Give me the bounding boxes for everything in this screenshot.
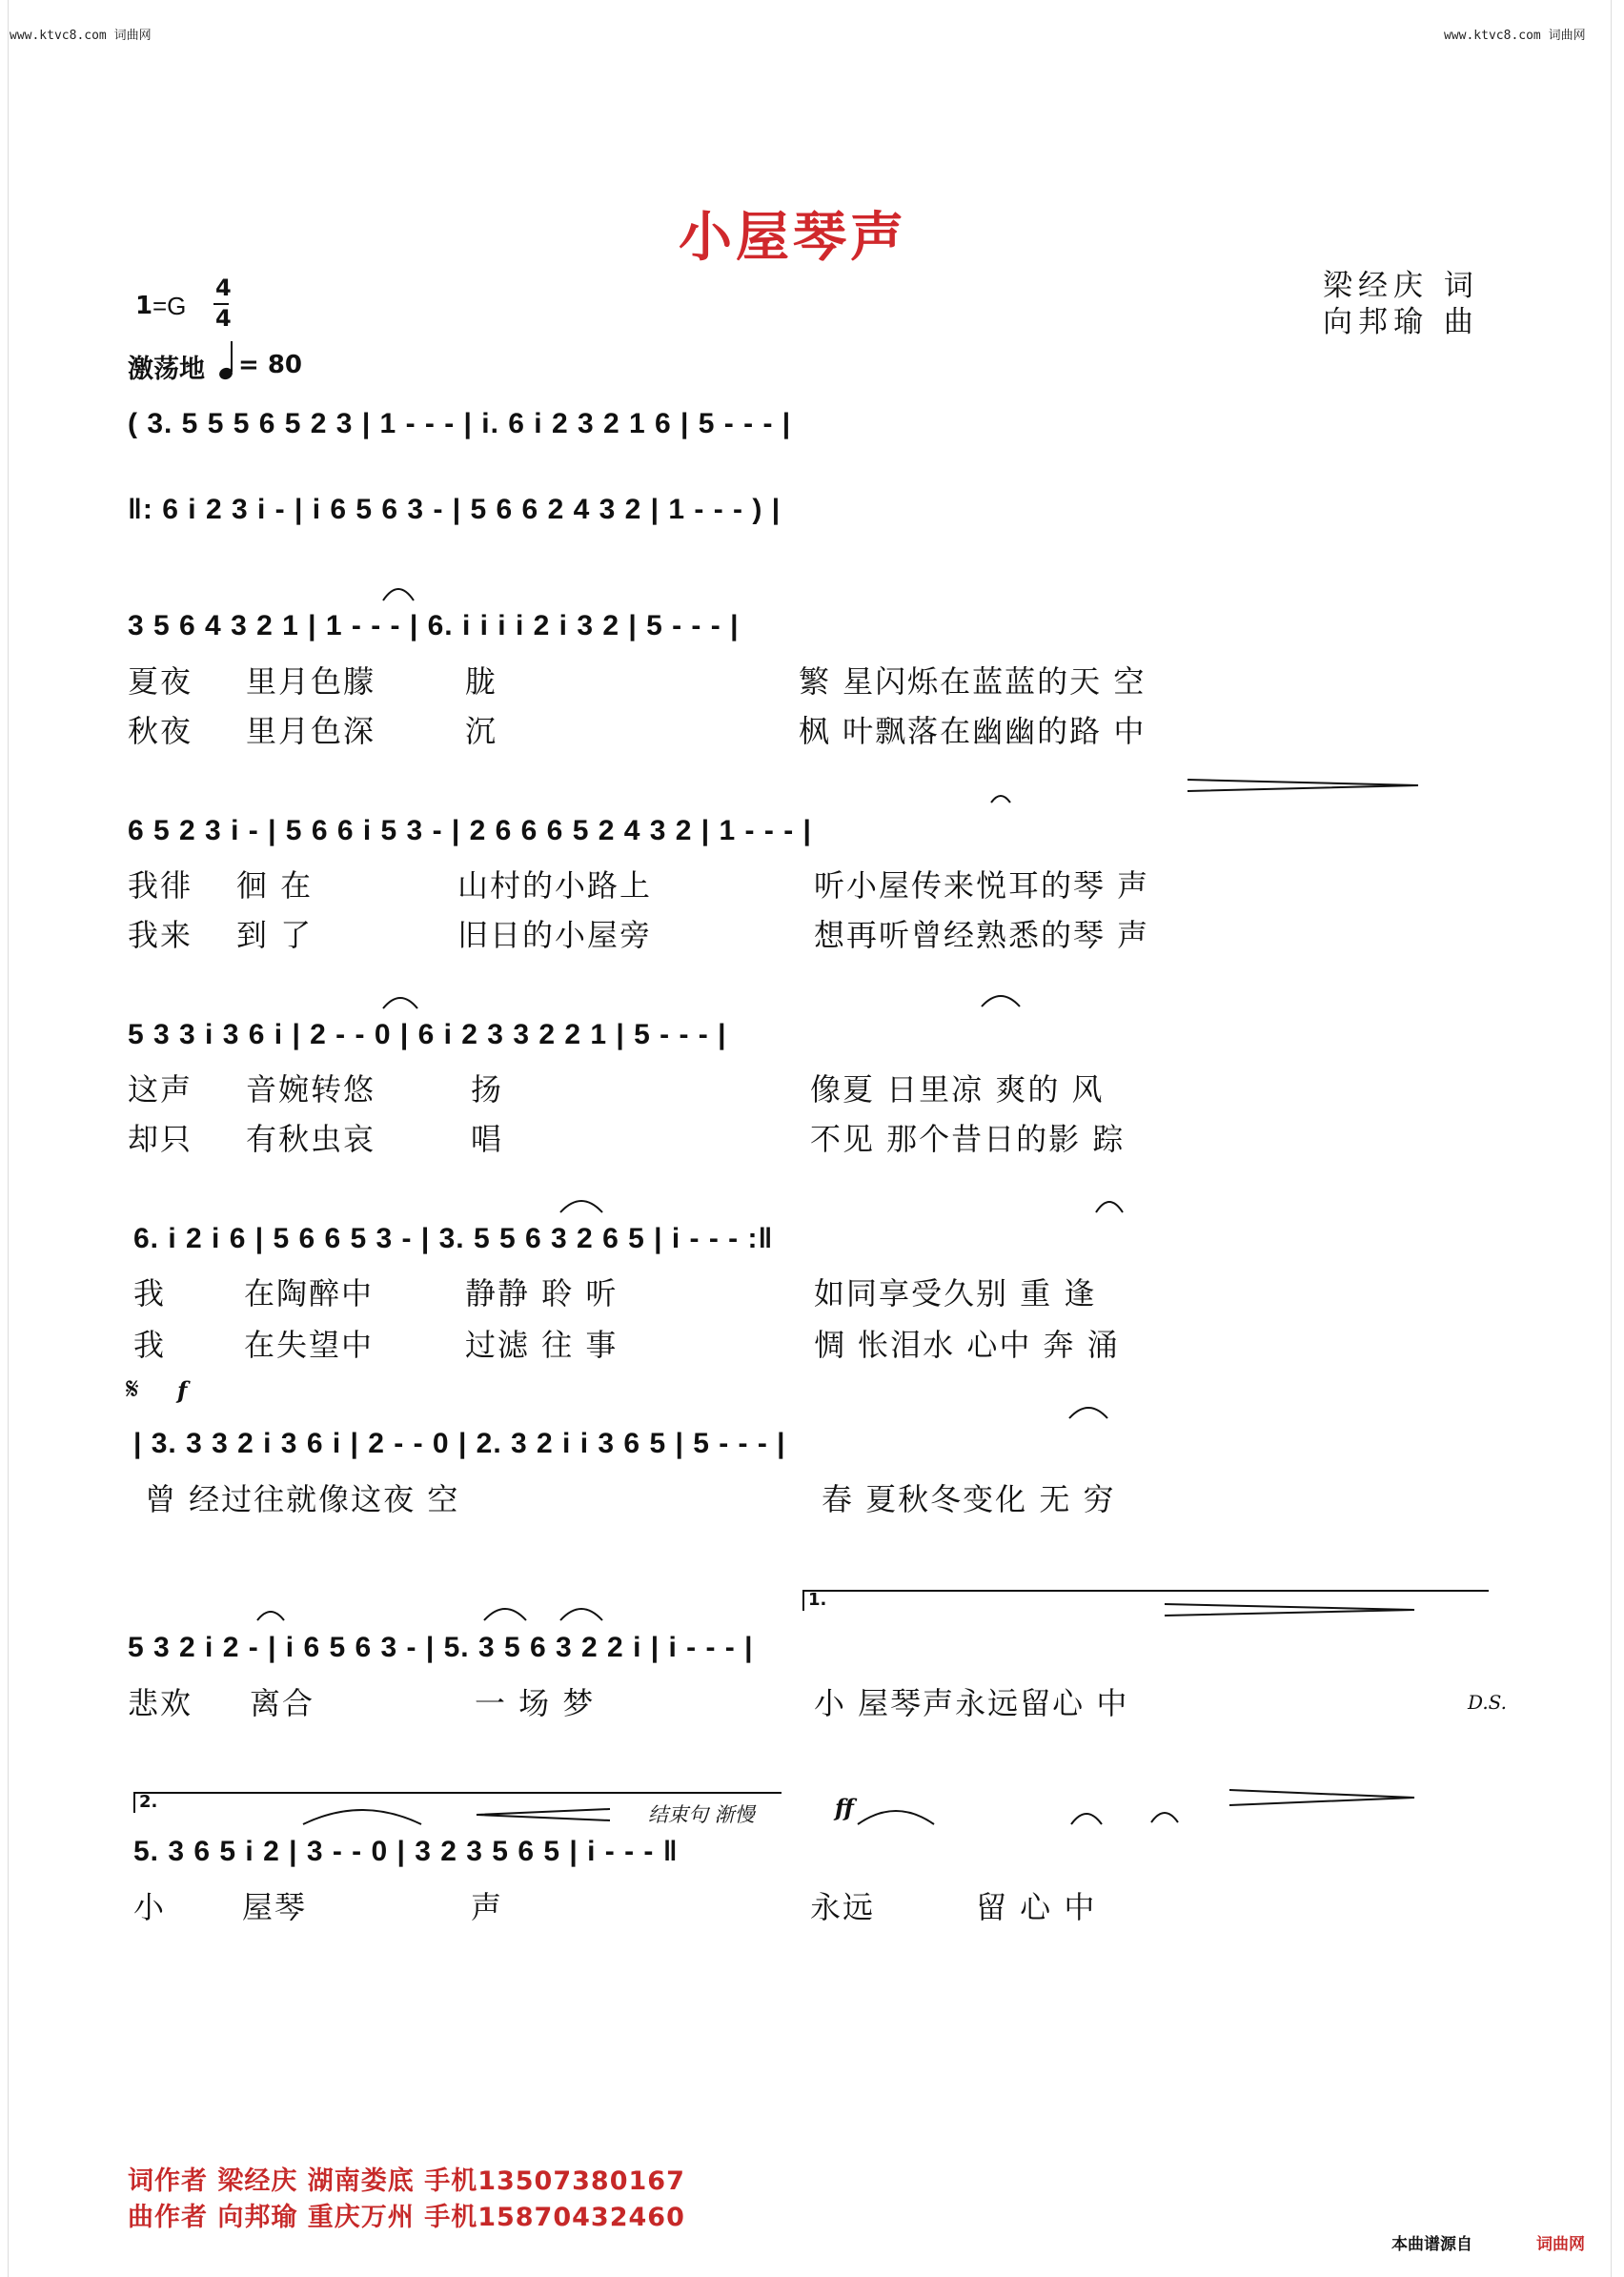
slur-13 — [1071, 1814, 1102, 1824]
slur-3 — [383, 998, 417, 1008]
staff-row-4-notes: 6 5 2 3 i - | 5 6 6 i 5 3 - | 2 6 6 6 5 2 4 3 2 | 1 - - - | — [128, 815, 812, 846]
row3-lyric1-b: 里月色朦 — [246, 663, 376, 700]
footer-lyricist-contact: 词作者 梁经庆 湖南娄底 手机13507380167 — [128, 2166, 685, 2196]
page-title: 小屋琴声 — [679, 206, 907, 269]
tempo-style: 激荡地 — [128, 355, 205, 384]
row3-lyric1-a: 夏夜 — [128, 663, 193, 700]
row6-lyric1-b: 在陶醉中 — [244, 1275, 375, 1311]
slur-6 — [1096, 1202, 1123, 1212]
row5-lyric1-a: 这声 — [128, 1071, 193, 1108]
decrescendo-hairpin-4 — [1229, 1790, 1414, 1805]
slur-4 — [982, 996, 1020, 1006]
staff-row-9-notes: 5. 3 6 5 i 2 | 3 - - 0 | 3 2 3 5 6 5 | i - - - ‖ — [133, 1836, 679, 1867]
row6-lyric1-d: 如同享受久别 重 逢 — [814, 1275, 1097, 1311]
row8-lyric1-d: 小 屋琴声永远留心 中 — [814, 1685, 1129, 1721]
row5-lyric2-c: 唱 — [471, 1121, 504, 1157]
staff-row-6-notes: 6. i 2 i 6 | 5 6 6 5 3 - | 3. 5 5 6 3 2 6 5 | i - - - :‖ — [133, 1223, 774, 1254]
row8-lyric1-a: 悲欢 — [128, 1685, 193, 1721]
decrescendo-hairpin-2 — [1165, 1604, 1414, 1616]
key-do: 1 — [135, 292, 153, 320]
row4-lyric1-b: 徊 在 — [236, 867, 314, 904]
footer-composer-contact: 曲作者 向邦瑜 重庆万州 手机15870432460 — [128, 2203, 685, 2232]
row3-lyric1-c: 胧 — [465, 663, 498, 700]
fermata-arc — [1151, 1813, 1178, 1822]
slur-12 — [858, 1811, 934, 1824]
ending1-label: 1. — [808, 1590, 827, 1610]
row9-lyric1-a: 小 — [133, 1889, 167, 1925]
row3-lyric2-b: 里月色深 — [246, 713, 376, 749]
dynamic-fortissimo: ff — [835, 1794, 854, 1821]
row5-lyric2-a: 却只 — [128, 1121, 193, 1157]
row5-lyric1-c: 扬 — [471, 1071, 504, 1108]
row6-lyric2-a: 我 — [133, 1327, 167, 1363]
row4-lyric2-b: 到 了 — [236, 917, 314, 953]
row7-lyric1-a: 曾 经过往就像这夜 空 — [145, 1481, 460, 1517]
row5-lyric2-b: 有秋虫哀 — [246, 1121, 376, 1157]
slur-7 — [1069, 1408, 1107, 1418]
key-signature: =G — [152, 292, 187, 320]
row3-lyric1-d: 繁 星闪烁在蓝蓝的天 空 — [799, 663, 1147, 700]
slur-5 — [560, 1201, 602, 1212]
staff-row-5-notes: 5 3 3 i 3 6 i | 2 - - 0 | 6 i 2 3 3 2 2 1 | 5 - - - | — [128, 1019, 727, 1050]
row4-lyric2-d: 想再听曾经熟悉的琴 声 — [814, 917, 1150, 953]
row9-lyric1-e: 留 心 中 — [976, 1889, 1097, 1925]
source-label: 本曲谱源自 — [1391, 2235, 1472, 2254]
row8-lyric1-b: 离合 — [250, 1685, 315, 1721]
time-numerator: 4 — [215, 274, 232, 301]
row9-lyric1-d: 永远 — [810, 1889, 876, 1925]
staff-row-7-notes: | 3. 3 3 2 i 3 6 i | 2 - - 0 | 2. 3 2 i i 3 6 5 | 5 - - - | — [133, 1428, 786, 1459]
tempo-bpm: = 80 — [238, 351, 303, 379]
slur-10 — [560, 1609, 602, 1620]
row9-lyric1-b: 屋琴 — [242, 1889, 308, 1925]
site-header-right[interactable]: www.ktvc8.com 词曲网 — [1444, 29, 1586, 43]
slur-8 — [257, 1612, 284, 1620]
slur-2 — [991, 796, 1010, 803]
slur-9 — [484, 1609, 526, 1620]
row7-lyric1-b: 春 夏秋冬变化 无 穷 — [822, 1481, 1116, 1517]
composer-credit: 向邦瑜 曲 — [1323, 305, 1479, 339]
staff-row-2-notes: ‖: 6 i 2 3 i - | i 6 5 6 3 - | 5 6 6 2 4 3 2 | 1 - - - ) | — [128, 494, 782, 525]
row6-lyric2-b: 在失望中 — [244, 1327, 375, 1363]
row9-lyric1-c: 声 — [471, 1889, 504, 1925]
lyricist-credit: 梁经庆 词 — [1323, 269, 1479, 303]
staff-row-8-notes: 5 3 2 i 2 - | i 6 5 6 3 - | 5. 3 5 6 3 2 2 i | i - - - | — [128, 1632, 754, 1663]
row3-lyric2-d: 枫 叶飘落在幽幽的路 中 — [799, 713, 1147, 749]
dynamic-forte: f — [177, 1376, 188, 1404]
ritardando-text: 结束句 渐慢 — [648, 1803, 755, 1826]
staff-row-1-notes: ( 3. 5 5 5 6 5 2 3 | 1 - - - | i. 6 i 2 3 2 1 6 | 5 - - - | — [128, 408, 792, 439]
row5-lyric2-d: 不见 那个昔日的影 踪 — [810, 1121, 1126, 1157]
time-denominator: 4 — [215, 305, 232, 332]
row3-lyric2-c: 沉 — [465, 713, 498, 749]
row4-lyric2-a: 我来 — [128, 917, 193, 953]
row6-lyric1-c: 静静 聆 听 — [465, 1275, 619, 1311]
decrescendo-hairpin-1 — [1188, 780, 1418, 791]
segno-icon: 𝄋 — [126, 1371, 139, 1407]
row4-lyric1-a: 我徘 — [128, 867, 193, 904]
slur-1 — [383, 589, 414, 600]
source-site-link[interactable]: 词曲网 — [1536, 2235, 1585, 2254]
row5-lyric1-b: 音婉转悠 — [246, 1071, 376, 1108]
staff-row-3-notes: 3 5 6 4 3 2 1 | 1 - - - | 6. i i i i 2 i 3 2 | 5 - - - | — [128, 610, 740, 641]
crescendo-hairpin-3 — [477, 1809, 610, 1820]
row5-lyric1-d: 像夏 日里凉 爽的 风 — [810, 1071, 1105, 1108]
row4-lyric2-c: 旧日的小屋旁 — [457, 917, 653, 953]
row6-lyric2-d: 惆 怅泪水 心中 奔 涌 — [814, 1327, 1120, 1363]
ending2-label: 2. — [139, 1792, 158, 1812]
row4-lyric1-c: 山村的小路上 — [457, 867, 653, 904]
site-header-left[interactable]: www.ktvc8.com 词曲网 — [10, 29, 152, 43]
slur-11 — [303, 1810, 421, 1824]
row4-lyric1-d: 听小屋传来悦耳的琴 声 — [814, 867, 1150, 904]
row6-lyric1-a: 我 — [133, 1275, 167, 1311]
row3-lyric2-a: 秋夜 — [128, 713, 193, 749]
row8-lyric1-c: 一 场 梦 — [475, 1685, 596, 1721]
ds-marking: D.S. — [1468, 1691, 1508, 1714]
row6-lyric2-c: 过滤 往 事 — [465, 1327, 619, 1363]
